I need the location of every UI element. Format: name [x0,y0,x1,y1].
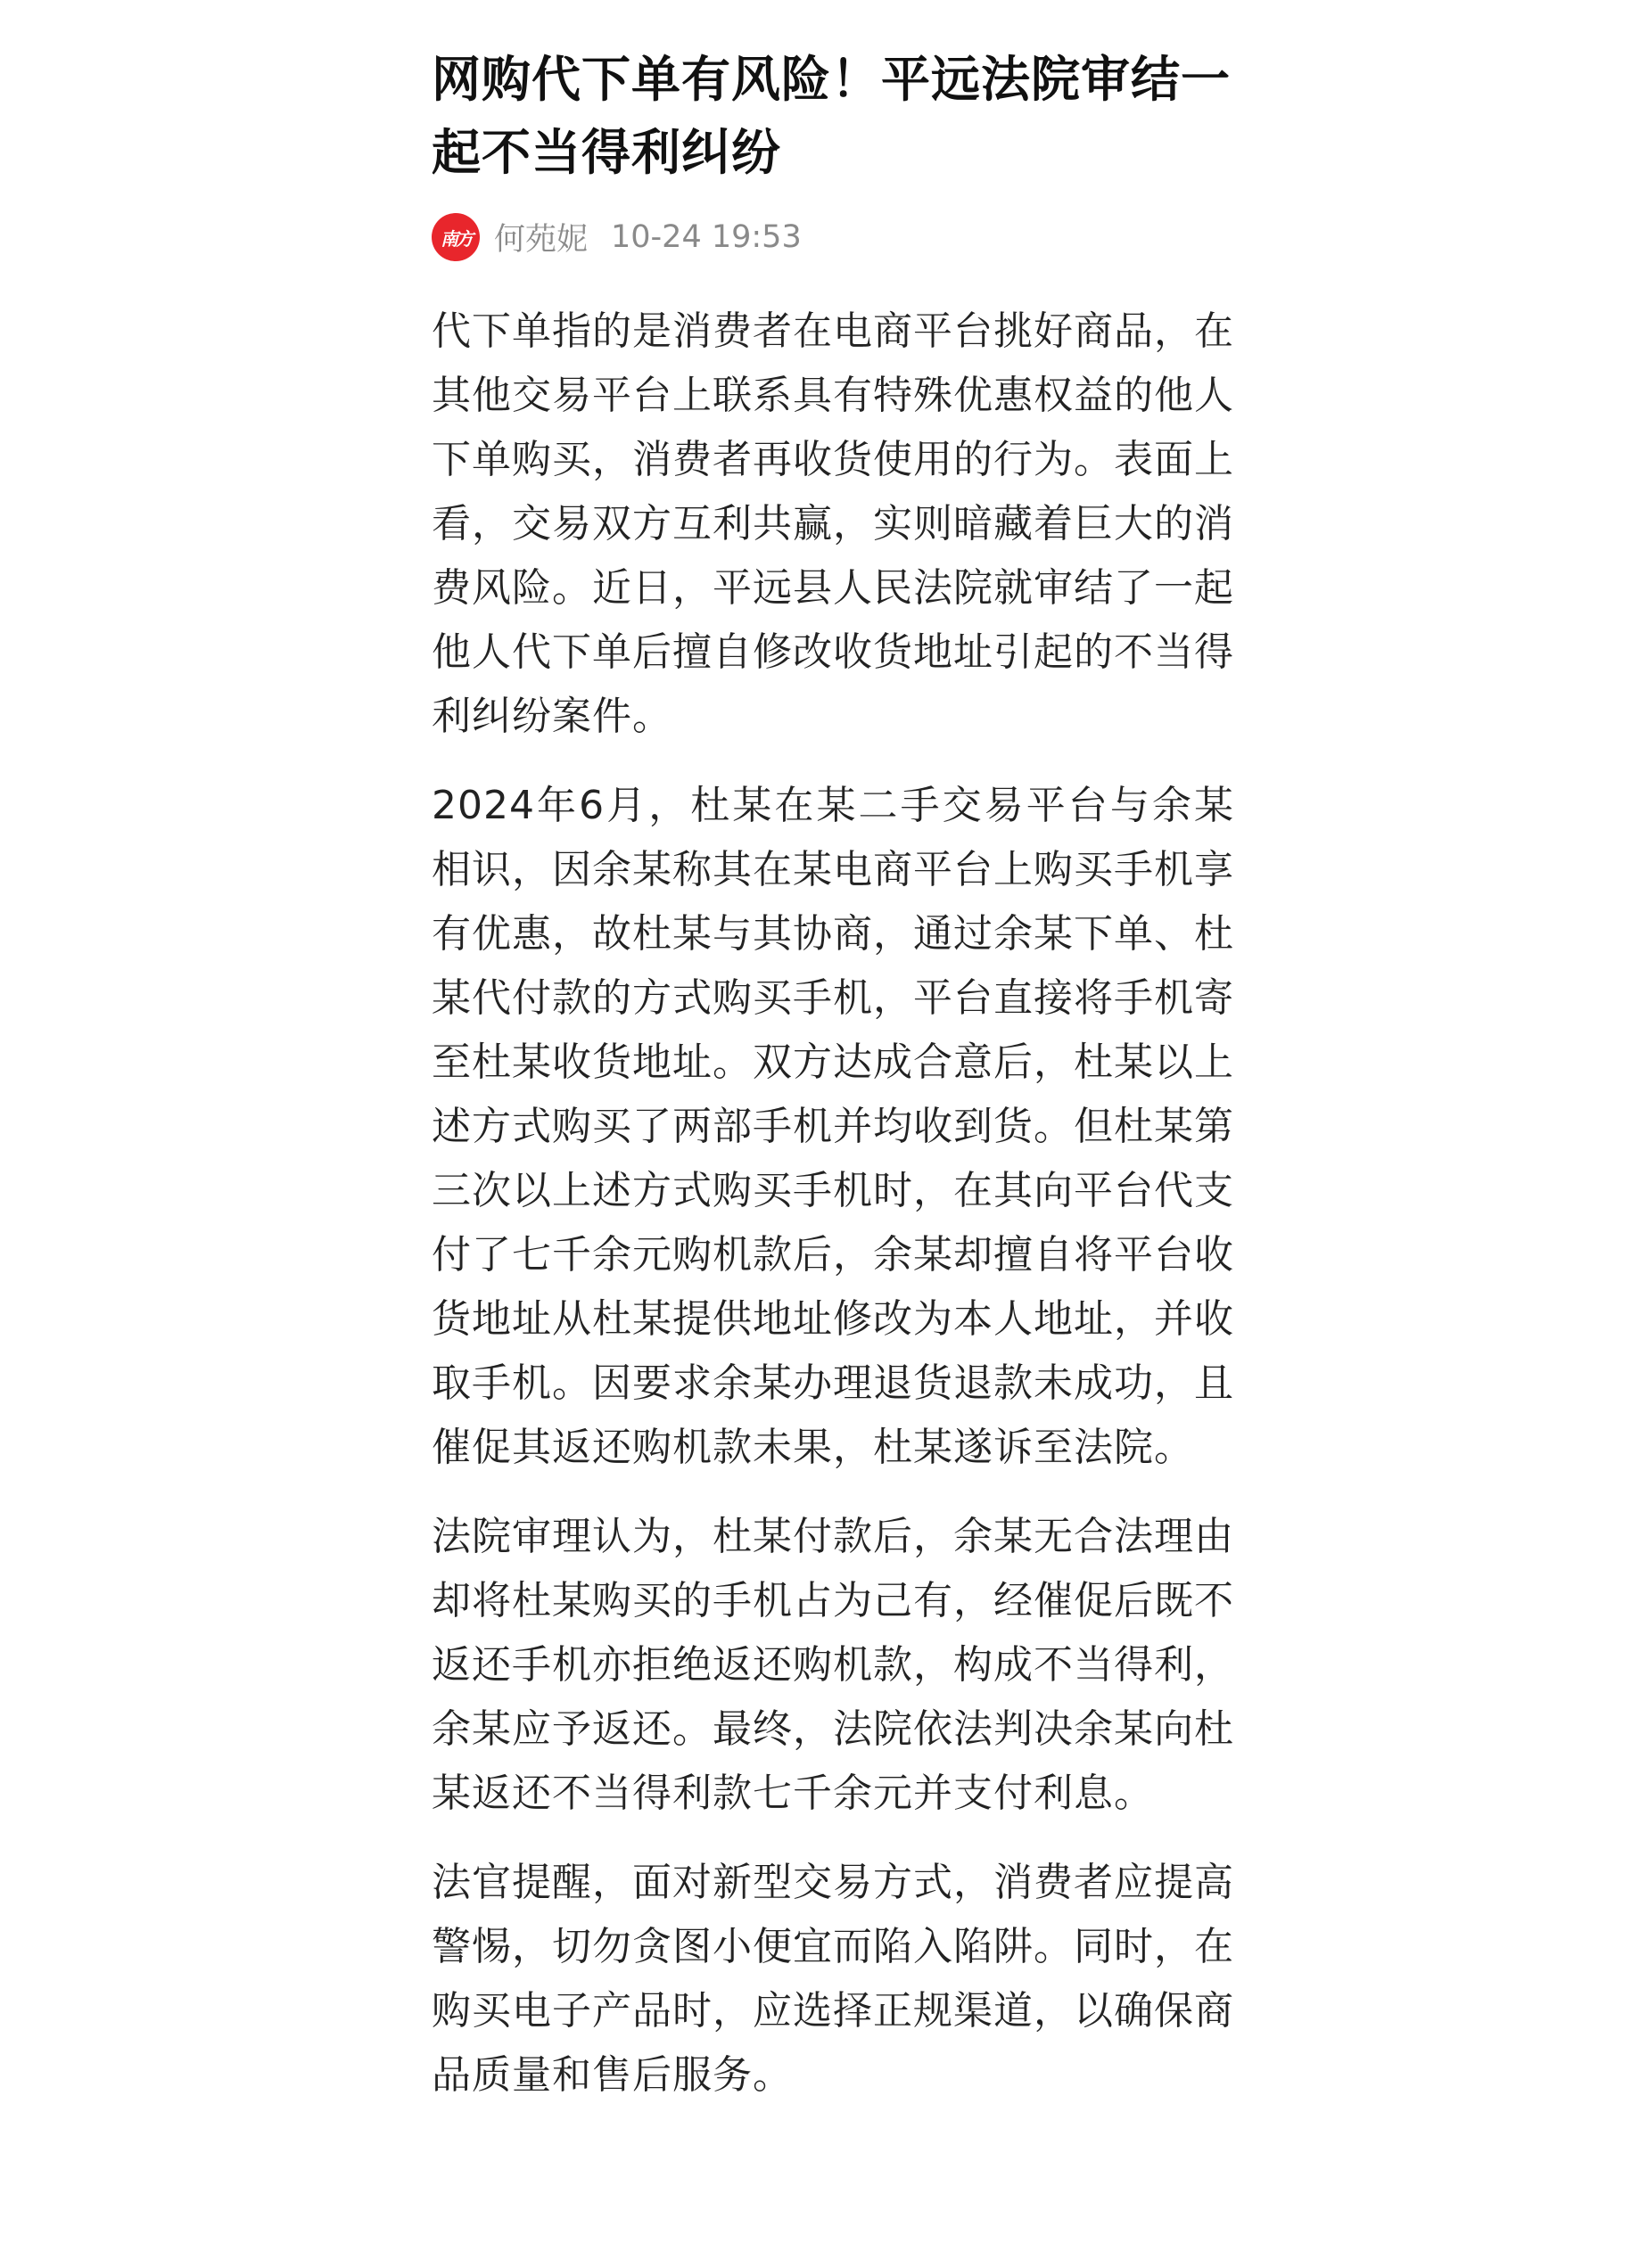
author-name[interactable]: 何苑妮 [494,222,589,258]
paragraph-1: 代下单指的是消费者在电商平台挑好商品，在其他交易平台上联系具有特殊优惠权益的他人下单购买，消费者再收货使用的行为。表面上看，交易双方互利共赢，实则暗藏着巨大的消费风险。近日，平远县人民法院就审结了一起他人代下单后擅自修改收货地址引起的不当得利纠纷案件。 [432,308,1234,739]
publish-time: 10-24 19:53 [611,219,802,255]
article-title: 网购代下单有风险！平远法院审结一起不当得利纠纷 [432,51,1232,181]
publisher-logo-text: 南方 [441,227,471,250]
paragraph-3: 法院审理认为，杜某付款后，余某无合法理由却将杜某购买的手机占为己有，经催促后既不返还手机亦拒绝返还购机款，构成不当得利，余某应予返还。最终，法院依法判决余某向杜某返还不当得利款七千余元并支付利息。 [432,1514,1234,1816]
article-meta [432,212,1234,262]
article-body [432,300,1234,2108]
paragraph-2: 2024年6月，杜某在某二手交易平台与余某相识，因余某称其在某电商平台上购买手机享有优惠，故杜某与其协商，通过余某下单、杜某代付款的方式购买手机，平台直接将手机寄至杜某收货地址。双方达成合意后，杜某以上述方式购买了两部手机并均收到货。但杜某第三次以上述方式购买手机时，在其向平台代支付了七千余元购机款后，余某却擅自将平台收货地址从杜某提供地址修改为本人地址，并收取手机。因要求余某办理退货退款未成功，且催促其返还购机款未果，杜某遂诉至法院。 [432,783,1234,1470]
publisher-logo-icon[interactable] [432,213,480,261]
paragraph-4: 法官提醒，面对新型交易方式，消费者应提高警惕，切勿贪图小便宜而陷入陷阱。同时，在购买电子产品时，应选择正规渠道，以确保商品质量和售后服务。 [432,1860,1234,2098]
article [432,43,1234,2132]
